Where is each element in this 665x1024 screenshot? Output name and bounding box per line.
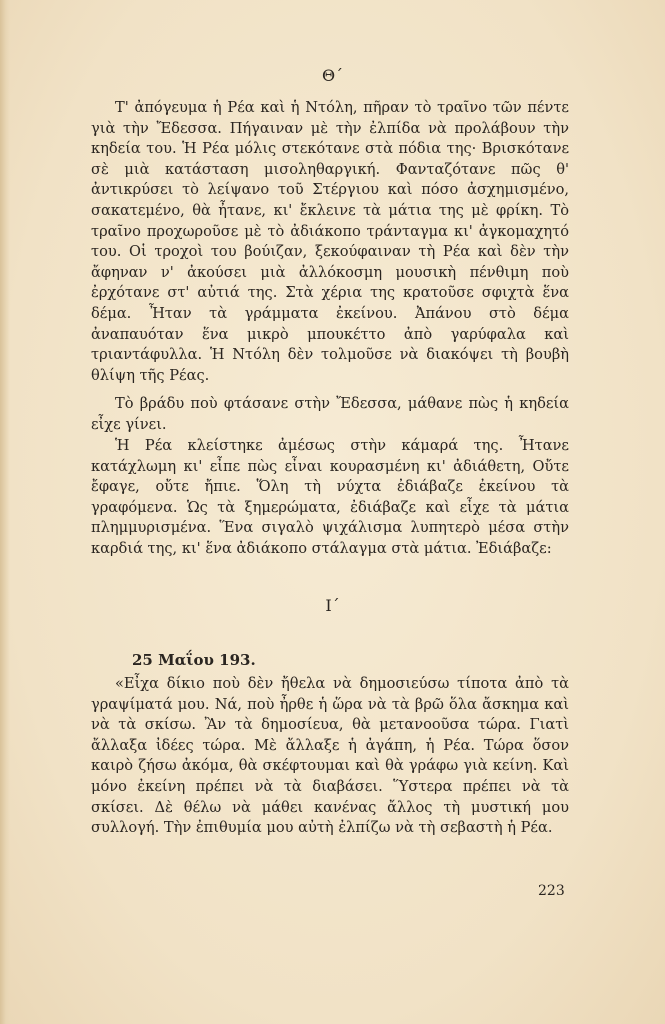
section-heading-iota: Ι΄ (325, 596, 340, 615)
section-heading-theta: Θ΄ (321, 66, 344, 85)
paragraph-train-journey: Τ' ἀπόγευμα ἡ Ρέα καὶ ἡ Ντόλη, πῆραν τὸ τραῖνο τῶν πέντε γιὰ τὴν Ἔδεσσα. Πήγαιναν μὲ τὴν ἐλπίδα νὰ προλάβουν τὴν κηδεία του. Ἡ Ρέα μόλις στεκότανε στὰ πόδια της· Βρισκότανε σὲ μιὰ κατάσταση μισοληθαργική. Φανταζότανε πῶς θ' ἀντικρύσει τὸ λείψανο τοῦ Στέργιου καὶ πόσο ἀσχημισμένο, σακατεμένο, θὰ ἦτανε, κι' ἔκλεινε τὰ μάτια της μὲ φρίκη. Τὸ τραῖνο προχωροῦσε μὲ τὸ ἀδιάκοπο τράνταγμα κι' ἀγκομαχητό του. Οἱ τροχοὶ του βούιζαν, ξεκούφαιναν τὴ Ρέα καὶ δὲν τὴν ἄφηναν ν' ἀκούσει μιὰ ἀλλόκοσμη μουσικὴ πένθιμη ποὺ ἐρχότανε στ' αὐτιά της. Στὰ χέρια της κρατοῦσε σφιχτὰ ἕνα δέμα. Ἦταν τὰ γράμματα ἐκείνου. Ἀπάνου στὸ δέμα ἀναπαυόταν ἕνα μικρὸ μπουκέττο ἀπὸ γαρύφαλα καὶ τριαντάφυλλα. Ἡ Ντόλη δὲν τολμοῦσε νὰ διακόψει τὴ βουβὴ θλίψη τῆς Ρέας. (91, 99, 569, 384)
page-number: 223 (538, 883, 565, 899)
letter-text-block (91, 674, 569, 839)
chapter-text-block-2 (91, 394, 569, 435)
chapter-text-block-3 (91, 436, 569, 560)
paragraph-letter: «Εἶχα δίκιο ποὺ δὲν ἤθελα νὰ δημοσιεύσω τίποτα ἀπὸ τὰ γραψίματά μου. Νά, ποὺ ἦρθε ἡ ὥρα νὰ τὰ βρῶ ὅλα ἄσκημα καὶ νὰ τὰ σκίσω. Ἂν τὰ δημοσίευα, θὰ μετανοοῦσα τώρα. Γιατὶ ἄλλαξα ἰδέες τώρα. Μὲ ἄλλαξε ἡ ἀγάπη, ἡ Ρέα. Τώρα ὅσον καιρὸ ζήσω ἀκόμα, θὰ σκέφτουμαι καὶ θὰ γράφω γιὰ κείνη. Καὶ μόνο ἐκείνη πρέπει νὰ τὰ διαβάσει. Ὕστερα πρέπει νὰ τὰ σκίσει. Δὲ θέλω νὰ μάθει κανένας ἄλλος τὴ μυστική μου συλλογή. Τὴν ἐπιθυμία μου αὐτὴ ἐλπίζω νὰ τὴ σεβαστὴ ἡ Ρέα. (91, 675, 569, 837)
paragraph-arrival: Τὸ βράδυ ποὺ φτάσανε στὴν Ἔδεσσα, μάθανε πὼς ἡ κηδεία εἶχε γίνει. (91, 395, 569, 433)
page-spine-shadow (0, 0, 10, 1024)
chapter-text-block (91, 98, 569, 386)
paragraph-reading-night: Ἡ Ρέα κλείστηκε ἀμέσως στὴν κάμαρά της. Ἦτανε κατάχλωμη κι' εἶπε πὼς εἶναι κουρασμένη κι' ἀδιάθετη, Οὔτε ἔφαγε, οὔτε ἤπιε. Ὅλη τὴ νύχτα ἐδιάβαζε ἐκείνου τὰ γραφόμενα. Ὡς τὰ ξημερώματα, ἐδιάβαζε καὶ εἶχε τὰ μάτια πλημμυρισμένα. Ἕνα σιγαλὸ ψιχάλισμα λυπητερὸ μέσα στὴν καρδιά της, κι' ἕνα ἀδιάκοπο στάλαγμα στὰ μάτια. Ἐδιάβαζε: (91, 437, 569, 557)
letter-date-heading: 25 Μαΐου 193. (132, 651, 256, 669)
